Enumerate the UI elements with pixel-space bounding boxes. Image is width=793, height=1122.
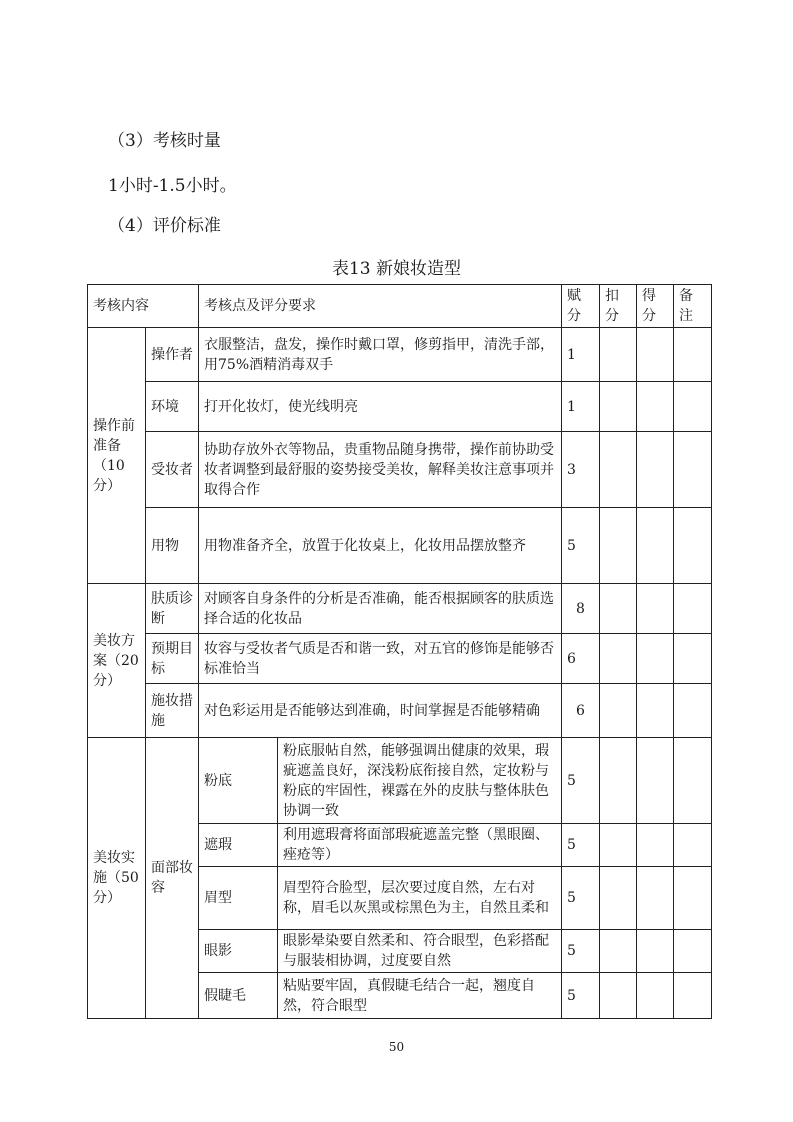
deduct-cell: [600, 684, 637, 738]
deduct-cell: [600, 432, 637, 508]
got-cell: [637, 930, 674, 973]
table-row: [88, 328, 712, 382]
note-cell: [674, 508, 712, 584]
got-cell: [637, 508, 674, 584]
note-cell: [674, 930, 712, 973]
deduct-cell: [600, 867, 637, 930]
deduct-cell: [600, 634, 637, 684]
score: 5: [562, 738, 600, 824]
score: 6: [562, 634, 600, 684]
table-caption: 表13 新娘妆造型: [331, 259, 462, 279]
requirement: 妆容与受妆者气质是否和谐一致，对五官的修饰是能够否标准恰当: [199, 634, 562, 684]
requirement: 眉型符合脸型，层次要过度自然，左右对称，眉毛以灰黑或棕黑色为主，自然且柔和: [278, 867, 562, 930]
note-cell: [674, 973, 712, 1019]
sub-item: 粉底: [199, 738, 278, 824]
note-cell: [674, 328, 712, 382]
requirement: 对色彩运用是否能够达到准确，时间掌握是否能够精确: [199, 684, 562, 738]
got-cell: [637, 824, 674, 867]
header-row: [88, 285, 712, 328]
score: 5: [562, 930, 600, 973]
got-cell: [637, 382, 674, 432]
sub-item: 环境: [146, 382, 199, 432]
deduct-cell: [600, 824, 637, 867]
got-cell: [637, 973, 674, 1019]
got-cell: [637, 738, 674, 824]
requirement: 对顾客自身条件的分析是否准确，能否根据顾客的肤质选择合适的化妆品: [199, 584, 562, 634]
sub-item: 操作者: [146, 328, 199, 382]
note-cell: [674, 382, 712, 432]
requirement: 协助存放外衣等物品，贵重物品随身携带，操作前协助受妆者调整到最舒服的姿势接受美妆，解释美妆注意事项并取得合作: [199, 432, 562, 508]
section-heading-criteria: （4）评价标准: [108, 216, 221, 236]
deduct-cell: [600, 508, 637, 584]
section-heading-time: （3）考核时量: [108, 131, 221, 151]
evaluation-table: [87, 284, 712, 1019]
header-got: 得分: [637, 285, 674, 328]
sub-item: 肤质诊断: [146, 584, 199, 634]
sub-item: 施妆措施: [146, 684, 199, 738]
header-deduct: 扣分: [600, 285, 637, 328]
table-row: [88, 382, 712, 432]
note-cell: [674, 867, 712, 930]
note-cell: [674, 738, 712, 824]
got-cell: [637, 328, 674, 382]
got-cell: [637, 432, 674, 508]
header-points: 考核点及评分要求: [199, 285, 562, 328]
note-cell: [674, 634, 712, 684]
got-cell: [637, 684, 674, 738]
header-score: 赋分: [562, 285, 600, 328]
sub-item: 预期目标: [146, 634, 199, 684]
table-row: [88, 738, 712, 824]
sub-item: 受妆者: [146, 432, 199, 508]
score: 5: [562, 867, 600, 930]
note-cell: [674, 684, 712, 738]
deduct-cell: [600, 328, 637, 382]
note-cell: [674, 432, 712, 508]
sub-item: 假睫毛: [199, 973, 278, 1019]
score: 5: [562, 973, 600, 1019]
got-cell: [637, 634, 674, 684]
sub-item: 眼影: [199, 930, 278, 973]
score: 5: [562, 508, 600, 584]
group-label: 面部妆容: [146, 738, 199, 1019]
section-label-impl: 美妆实施（50分）: [88, 738, 146, 1019]
requirement: 衣服整洁，盘发，操作时戴口罩，修剪指甲，清洗手部，用75%酒精消毒双手: [199, 328, 562, 382]
section-label-plan: 美妆方案（20分）: [88, 584, 146, 738]
page-number: 50: [388, 1040, 405, 1054]
requirement: 粘贴要牢固，真假睫毛结合一起，翘度自然，符合眼型: [278, 973, 562, 1019]
requirement: 打开化妆灯，使光线明亮: [199, 382, 562, 432]
sub-item: 用物: [146, 508, 199, 584]
sub-item: 眉型: [199, 867, 278, 930]
header-note: 备注: [674, 285, 712, 328]
table-row: [88, 634, 712, 684]
requirement: 利用遮瑕膏将面部瑕疵遮盖完整（黑眼圈、痤疮等）: [278, 824, 562, 867]
score: 3: [562, 432, 600, 508]
score: 5: [562, 824, 600, 867]
table-row: [88, 684, 712, 738]
time-text: 1小时-1.5小时。: [108, 176, 237, 196]
note-cell: [674, 584, 712, 634]
deduct-cell: [600, 584, 637, 634]
section-label-prep: 操作前准备（10分）: [88, 328, 146, 584]
table-row: [88, 508, 712, 584]
got-cell: [637, 584, 674, 634]
requirement: 用物准备齐全，放置于化妆桌上，化妆用品摆放整齐: [199, 508, 562, 584]
deduct-cell: [600, 738, 637, 824]
deduct-cell: [600, 382, 637, 432]
header-content: 考核内容: [88, 285, 199, 328]
score: 1: [562, 382, 600, 432]
score: 1: [562, 328, 600, 382]
requirement: 眼影晕染要自然柔和、符合眼型，色彩搭配与服装相协调，过度要自然: [278, 930, 562, 973]
note-cell: [674, 824, 712, 867]
score: 6: [562, 684, 600, 738]
deduct-cell: [600, 930, 637, 973]
table-row: [88, 584, 712, 634]
got-cell: [637, 867, 674, 930]
sub-item: 遮瑕: [199, 824, 278, 867]
requirement: 粉底服帖自然，能够强调出健康的效果，瑕疵遮盖良好，深浅粉底衔接自然，定妆粉与粉底的牢固性，裸露在外的皮肤与整体肤色协调一致: [278, 738, 562, 824]
table-row: [88, 432, 712, 508]
score: 8: [562, 584, 600, 634]
deduct-cell: [600, 973, 637, 1019]
